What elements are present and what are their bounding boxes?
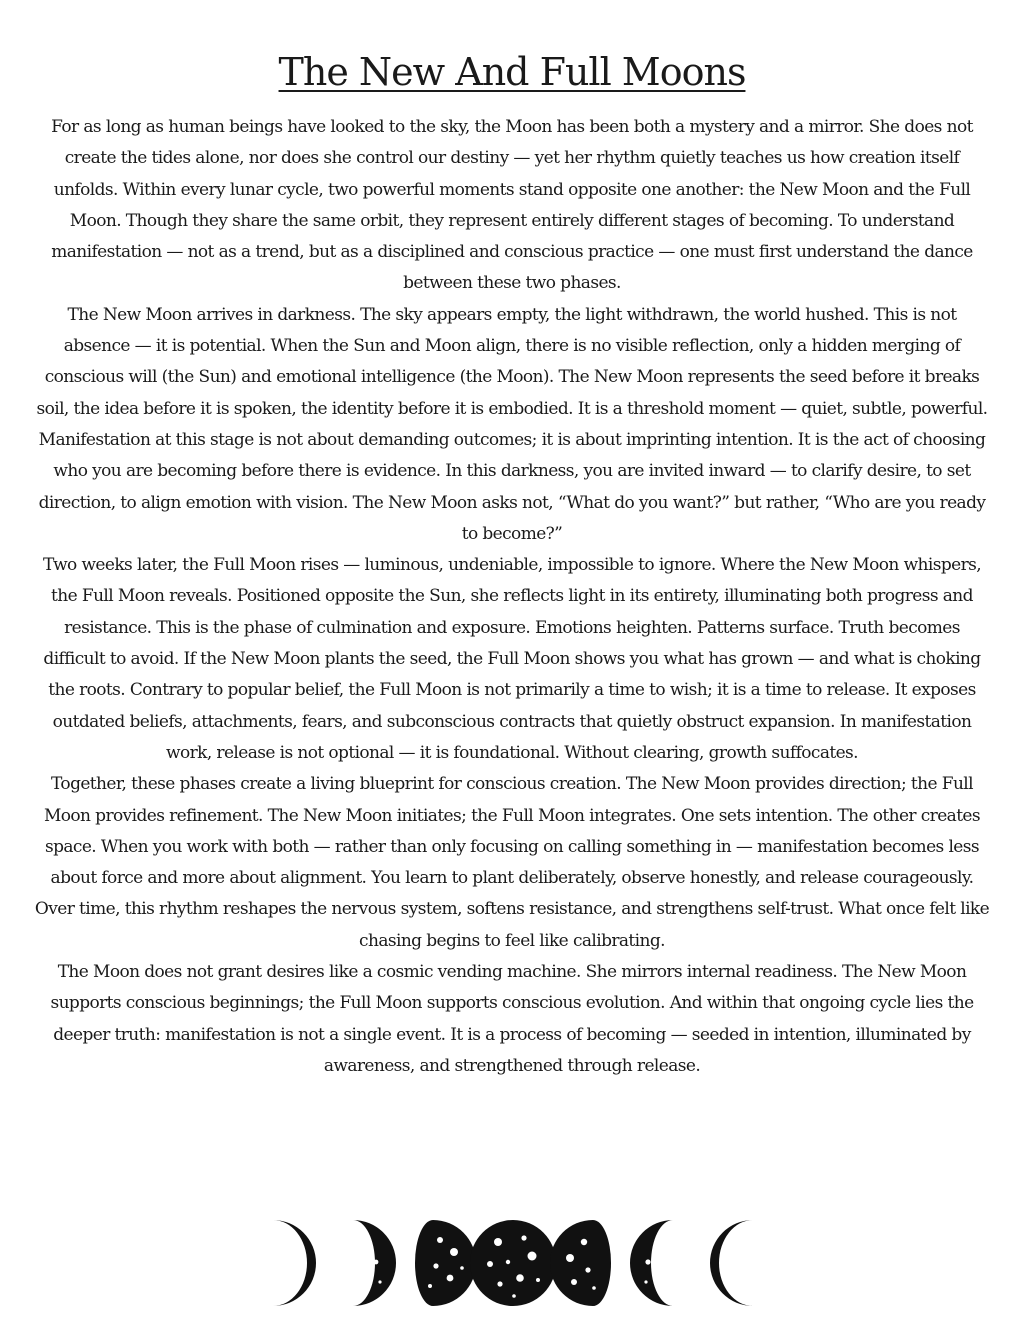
paragraph-new-moon: The New Moon arrives in darkness. The sky appears empty, the light withdrawn, the world hushed. This is not absence — it is potential. When the Sun and Moon align, there is no visible reflection, only a hidden merging of conscious will (the Sun) and emotional intelligence (the Moon). The New Moon represents the seed before it breaks soil, the idea before it is spoken, the identity before it is embodied. It is a threshold moment — quiet, subtle, powerful. Manifestation at this stage is not about demanding outcomes; it is about imprinting intention. It is the act of choosing who you are becoming before there is evidence. In this darkness, you are invited inward — to clarify desire, to set direction, to align emotion with vision. The New Moon asks not, “What do you want?” but rather, “Who are you ready to become?” <box>36 304 988 544</box>
moon-phases-row <box>228 1218 796 1310</box>
waning-crescent-moon-icon <box>708 1218 798 1308</box>
paragraph-full-moon: Two weeks later, the Full Moon rises — luminous, undeniable, impossible to ignore. Where the New Moon whispers, the Full Moon reveals. Positioned opposite the Sun, she reflects light in its entirety, illuminating both progress and resistance. This is the phase of culmination and exposure. Emotions heighten. Patterns surface. Truth becomes difficult to avoid. If the New Moon plants the seed, the Full Moon shows you what has grown — and what is choking the roots. Contrary to popular belief, the Full Moon is not primarily a time to wish; it is a time to release. It exposes outdated beliefs, attachments, fears, and subconscious contracts that quietly obstruct expansion. In manifestation work, release is not optional — it is foundational. Without clearing, growth suffocates. <box>42 555 982 763</box>
paragraph-closing: The Moon does not grant desires like a cosmic vending machine. She mirrors internal readiness. The New Moon supports conscious beginnings; the Full Moon supports conscious evolution. And within that ongoing cycle lies the deeper truth: manifestation is not a single event. It is a process of becoming — seeded in intention, illuminated by awareness, and strengthened through release. <box>50 962 974 1076</box>
waning-gibbous-moon-icon <box>548 1218 638 1308</box>
full-moon-icon <box>468 1218 558 1308</box>
paragraph-intro: For as long as human beings have looked to the sky, the Moon has been both a mystery and a mirror. She does not create the tides alone, nor does she control our destiny — yet her rhythm quietly teaches us how creation itself unfolds. Within every lunar cycle, two powerful moments stand opposite one another: the New Moon and the Full Moon. Though they share the same orbit, they represent entirely different stages of becoming. To understand manifestation — not as a trend, but as a disciplined and conscious practice — one must first understand the dance between these two phases. <box>51 117 973 294</box>
waxing-gibbous-moon-icon <box>388 1218 478 1308</box>
last-quarter-moon-icon <box>628 1218 718 1308</box>
first-quarter-moon-icon <box>308 1218 398 1308</box>
page-title <box>0 47 1024 97</box>
waxing-crescent-moon-icon <box>228 1218 318 1308</box>
paragraph-together: Together, these phases create a living blueprint for conscious creation. The New Moon provides direction; the Full Moon provides refinement. The New Moon initiates; the Full Moon integrates. One sets intention. The other creates space. When you work with both — rather than only focusing on calling something in — manifestation becomes less about force and more about alignment. You learn to plant deliberately, observe honestly, and release courageously. Over time, this rhythm reshapes the nervous system, softens resistance, and strengthens self-trust. What once felt like chasing begins to feel like calibrating. <box>34 774 990 951</box>
title-text: The New And Full Moons <box>278 50 746 95</box>
article-body <box>34 112 990 1082</box>
